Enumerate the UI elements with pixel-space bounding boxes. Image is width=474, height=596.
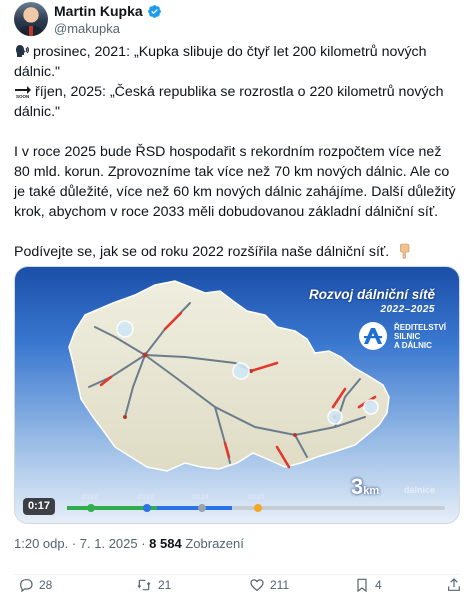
pointing-down-hand-icon: [397, 243, 413, 259]
video-player[interactable]: [14, 266, 460, 524]
timeline-marker[interactable]: [254, 504, 262, 512]
speaking-head-icon: [14, 43, 30, 59]
like-count: 211: [270, 578, 290, 592]
share-icon: [446, 577, 462, 593]
tweet-paragraph-3: [14, 242, 460, 262]
bookmark-button[interactable]: [354, 577, 382, 593]
distance-value: 3: [351, 474, 364, 499]
timeline-years: [67, 492, 445, 504]
author-name[interactable]: Martin Kupka: [54, 3, 143, 19]
author-block: [54, 3, 162, 37]
timeline-year: 2023: [137, 492, 154, 501]
timeline-marker[interactable]: [143, 504, 151, 512]
views-label: Zobrazení: [185, 536, 244, 551]
repost-icon: [135, 577, 153, 593]
quote-line-2: [14, 82, 460, 122]
logo-line-2: SILNIC: [394, 331, 421, 341]
soon-arrow-icon: [14, 83, 32, 99]
timeline-year: 2024: [192, 492, 209, 501]
bookmark-icon: [354, 577, 370, 593]
svg-text:SOON: SOON: [16, 94, 30, 99]
reply-button[interactable]: [18, 577, 52, 593]
quote-text-1: „Kupka slibuje do čtyř let 200 kilometrů nových dálnic.": [14, 44, 427, 80]
timeline-segment-progress: [157, 506, 232, 510]
tweet-actions: [14, 574, 460, 595]
quote-text-2: „Česká republika se rozrostla o 220 kilometrů nových dálnic.": [14, 84, 444, 120]
tweet-text: [14, 42, 460, 282]
verified-badge-icon: [147, 4, 162, 19]
timeline-marker[interactable]: [87, 504, 95, 512]
like-button[interactable]: [249, 577, 289, 593]
rsd-logo-text: [394, 323, 446, 350]
timeline-marker[interactable]: [198, 504, 206, 512]
quote-date-2: říjen, 2025:: [35, 84, 106, 100]
author-handle[interactable]: @makupka: [54, 21, 120, 36]
distance-ghost-label: dálnice: [404, 485, 436, 495]
tweet-header: [14, 2, 460, 38]
heart-icon: [249, 577, 265, 593]
logo-line-3: A DÁLNIC: [394, 340, 432, 350]
tweet-paragraph-3-text: Podívejte se, jak se od roku 2022 rozšířila naše dálniční síť.: [14, 244, 390, 260]
tweet-date[interactable]: 7. 1. 2025: [79, 536, 138, 551]
repost-count: 21: [158, 578, 172, 592]
video-timeline[interactable]: [67, 492, 445, 510]
rsd-logo: [358, 321, 446, 351]
video-title: Rozvoj dálniční sítě: [308, 287, 435, 302]
quote-date-1: prosinec, 2021:: [33, 44, 131, 60]
video-title-block: [309, 287, 435, 317]
video-subtitle: 2022–2025: [380, 304, 435, 315]
reply-icon: [18, 577, 34, 593]
quote-line-1: [14, 42, 460, 82]
share-button[interactable]: [446, 577, 462, 593]
logo-line-1: ŘEDITELSTVÍ: [394, 322, 447, 332]
video-elapsed-time: 0:17: [23, 498, 55, 515]
timeline-year: 2025: [248, 492, 265, 501]
views-count: 8 584: [149, 536, 182, 551]
reply-count: 28: [39, 578, 53, 592]
bookmark-count: 4: [375, 578, 382, 592]
repost-button[interactable]: [135, 577, 171, 593]
tweet-time[interactable]: 1:20 odp.: [14, 536, 69, 551]
timeline-year: 2022: [81, 492, 98, 501]
distance-unit: km: [363, 485, 380, 497]
tweet-meta: 1:20 odp. · 7. 1. 2025 · 8 584 Zobrazení: [14, 536, 244, 551]
rsd-emblem-icon: [358, 321, 388, 351]
timeline-bar[interactable]: [67, 506, 445, 510]
avatar[interactable]: [14, 2, 48, 36]
tweet-paragraph-2: I v roce 2025 bude ŘSD hospodařit s rekordním rozpočtem více než 80 mld. korun. Zprovozníme tak více než 70 km nových dálnic. Ale co je také důležité, více než 60 km nových dálnic zahájíme. Další důležitý krok, abychom v roce 2033 měli dobudovanou základní dálniční síť.: [14, 144, 456, 220]
